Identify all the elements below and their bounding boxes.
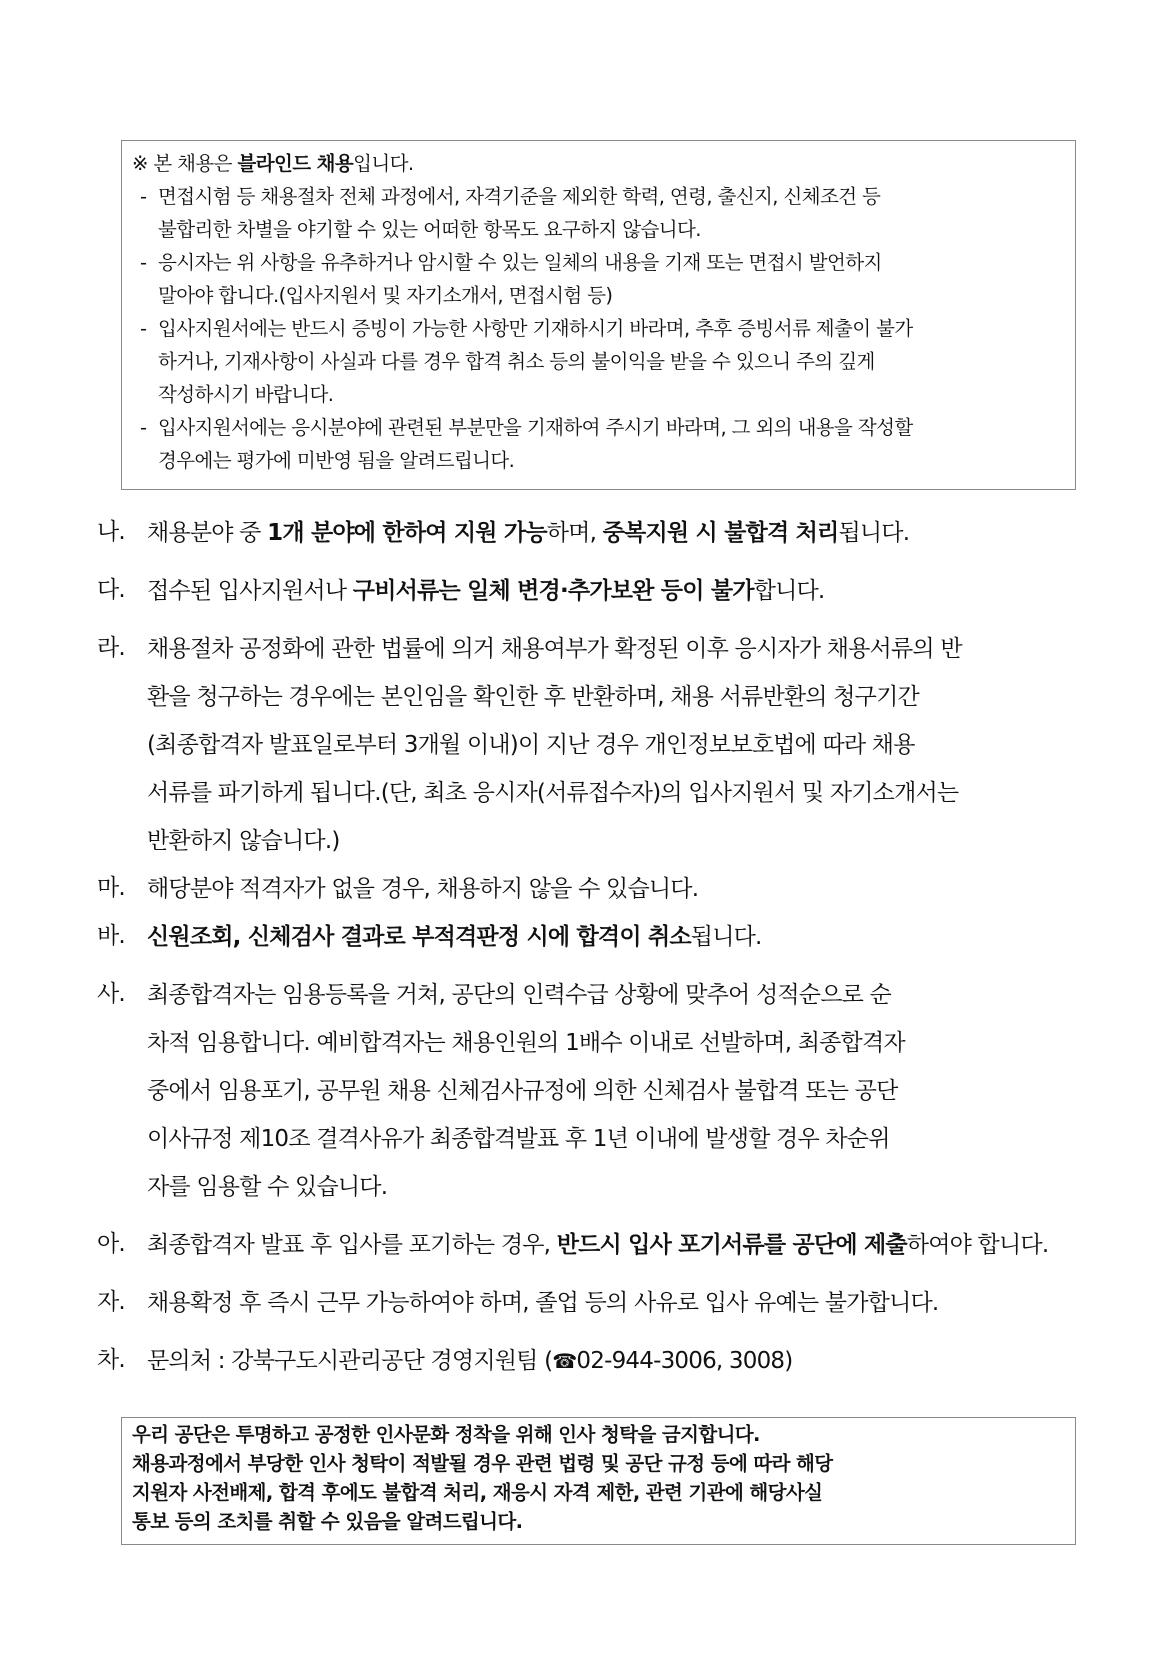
dash-bullet: -	[140, 185, 147, 208]
rule-item-na: 나. 채용분야 중 1개 분야에 한하여 지원 가능하며, 중복지원 시 불합격 처리됩니다.	[97, 513, 1082, 561]
item-marker: 바.	[97, 923, 125, 949]
item-marker: 마.	[97, 875, 125, 901]
notice-title: ※ 본 채용은 블라인드 채용입니다.	[132, 152, 414, 175]
item-marker: 라.	[97, 635, 125, 661]
dash-bullet: -	[140, 416, 147, 439]
notice-item: - 입사지원서에는 반드시 증빙이 가능한 사항만 기재하시기 바라며, 추후 증빙서류 제출이 불가 하거나, 기재사항이 사실과 다를 경우 합격 취소 등의 불이익을 받을 수 있으니 주의 깊게 작성하시기 바랍니다.	[132, 312, 1067, 411]
notice-title-emphasis: 블라인드 채용	[237, 152, 354, 175]
item-marker: 사.	[97, 981, 125, 1007]
hiring-solicitation-warning-box: 우리 공단은 투명하고 공정한 인사문화 정착을 위해 인사 청탁을 금지합니다. 채용과정에서 부당한 인사 청탁이 적발될 경우 관련 법령 및 공단 규정 등에 따라 해당 지원자 사전배제, 합격 후에도 불합격 처리, 재응시 자격 제한, 관련 기관에 해당사실 통보 등의 조치를 취할 수 있음을 알려드립니다.	[121, 1417, 1076, 1545]
reference-mark-icon: ※	[132, 152, 148, 175]
item-marker: 다.	[97, 577, 125, 603]
notice-item: - 입사지원서에는 응시분야에 관련된 부분만을 기재하여 주시기 바라며, 그 외의 내용을 작성할 경우에는 평가에 미반영 됨을 알려드립니다.	[132, 411, 1067, 477]
rule-item-a: 아. 최종합격자 발표 후 입사를 포기하는 경우, 반드시 입사 포기서류를 공단에 제출하여야 합니다.	[97, 1225, 1082, 1273]
notice-item: - 응시자는 위 사항을 유추하거나 암시할 수 있는 일체의 내용을 기재 또는 면접시 발언하지 말아야 합니다.(입사지원서 및 자기소개서, 면접시험 등)	[132, 246, 1067, 312]
rule-item-ja: 자. 채용확정 후 즉시 근무 가능하여야 하며, 졸업 등의 사유로 입사 유예는 불가합니다.	[97, 1283, 1082, 1331]
rule-item-ra: 라. 채용절차 공정화에 관한 법률에 의거 채용여부가 확정된 이후 응시자가 채용서류의 반 환을 청구하는 경우에는 본인임을 확인한 후 반환하며, 채용 서류반환의 청구기간 (최종합격자 발표일로부터 3개월 이내)이 지난 경우 개인정보보호법에 따라 채용 서류를 파기하게 됩니다.(단, 최초 응시자(서류접수자)의 입사지원서 및 자기소개서는 반환하지 않습니다.)	[97, 629, 1082, 869]
rule-item-sa: 사. 최종합격자는 임용등록을 거쳐, 공단의 인력수급 상황에 맞추어 성적순으로 순 차적 임용합니다. 예비합격자는 채용인원의 1배수 이내로 선발하며, 최종합격자 중에서 임용포기, 공무원 채용 신체검사규정에 의한 신체검사 불합격 또는 공단 이사규정 제10조 결격사유가 최종합격발표 후 1년 이내에 발생할 경우 차순위 자를 임용할 수 있습니다.	[97, 975, 1082, 1215]
rule-item-ma: 마. 해당분야 적격자가 없을 경우, 채용하지 않을 수 있습니다.	[97, 869, 1082, 917]
contact-phone: 02-944-3006, 3008)	[576, 1348, 793, 1374]
blind-recruitment-notice-box	[121, 140, 1076, 490]
dash-bullet: -	[140, 251, 147, 274]
item-marker: 아.	[97, 1231, 125, 1257]
rule-item-da: 다. 접수된 입사지원서나 구비서류는 일체 변경·추가보완 등이 불가합니다.	[97, 571, 1082, 619]
notice-item: - 면접시험 등 채용절차 전체 과정에서, 자격기준을 제외한 학력, 연령, 출신지, 신체조건 등 불합리한 차별을 야기할 수 있는 어떠한 항목도 요구하지 않습니다.	[132, 180, 1067, 246]
item-marker: 차.	[97, 1347, 125, 1373]
dash-bullet: -	[140, 317, 147, 340]
recruitment-rules-list	[97, 513, 1082, 1389]
item-marker: 나.	[97, 519, 125, 545]
item-marker: 자.	[97, 1289, 125, 1315]
rule-item-contact	[97, 1341, 1082, 1389]
rule-item-ba: 바. 신원조회, 신체검사 결과로 부적격판정 시에 합격이 취소됩니다.	[97, 917, 1082, 965]
contact-label: 문의처 : 강북구도시관리공단 경영지원팀 (	[147, 1348, 553, 1374]
phone-icon: ☎	[552, 1349, 577, 1373]
